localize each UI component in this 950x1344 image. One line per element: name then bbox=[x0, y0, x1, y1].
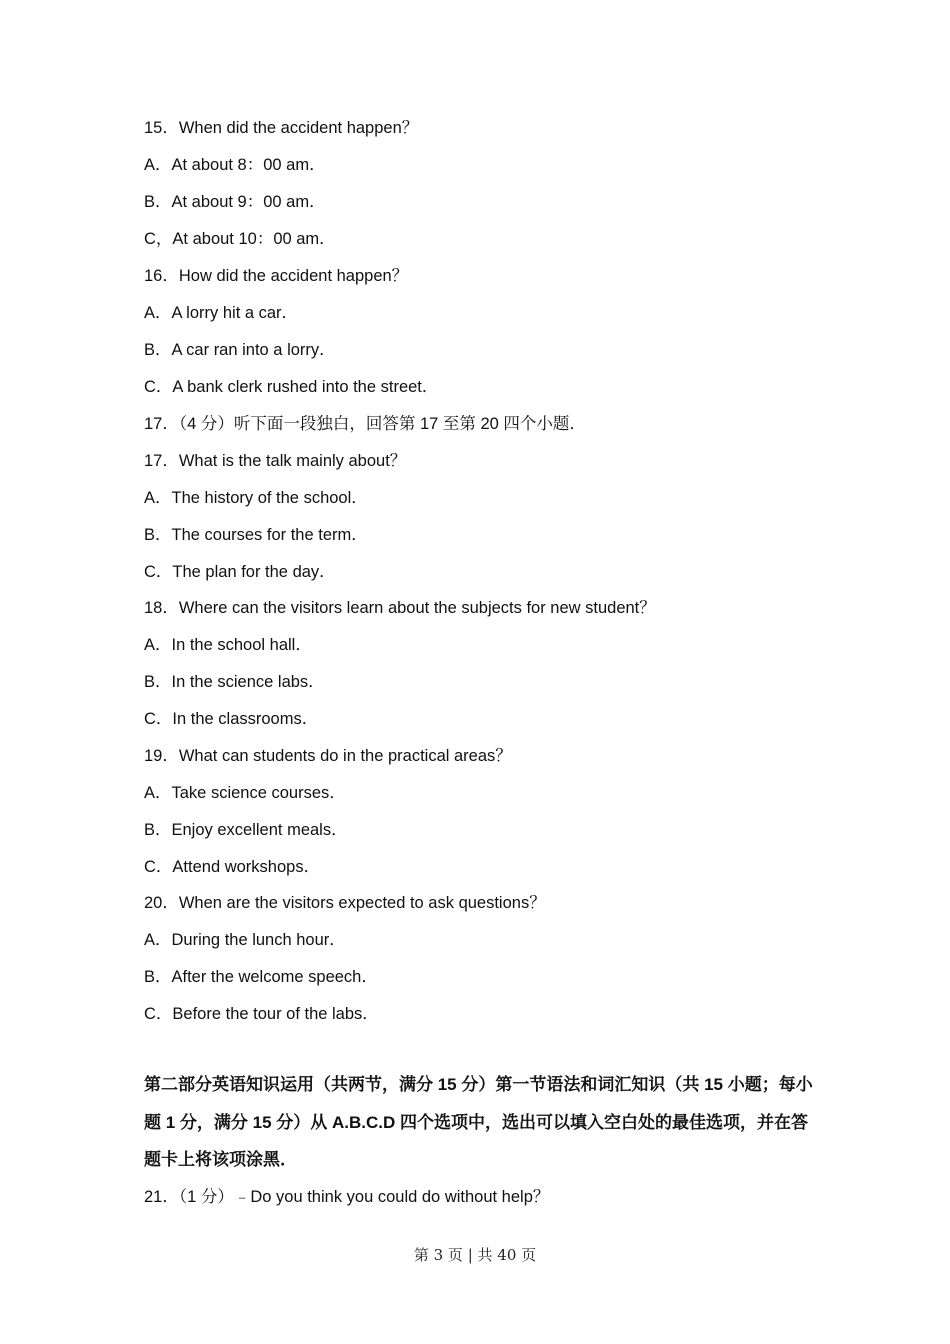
question-16: 16．How did the accident happen？ bbox=[144, 267, 409, 285]
option-18-b: B．In the science labs． bbox=[144, 673, 325, 691]
option-15-a: A．At about 8：00 am． bbox=[144, 156, 326, 174]
question-17: 17．What is the talk mainly about？ bbox=[144, 452, 407, 470]
option-17-b: B．The courses for the term． bbox=[144, 526, 368, 544]
page-footer: 第 3 页 | 共 40 页 bbox=[413, 1246, 537, 1264]
option-16-c: C．A bank clerk rushed into the street． bbox=[144, 378, 439, 396]
option-19-a: A．Take science courses． bbox=[144, 784, 346, 802]
option-19-b: B．Enjoy excellent meals． bbox=[144, 821, 348, 839]
option-20-a: A．During the lunch hour． bbox=[144, 931, 346, 949]
option-15-c: C，At about 10：00 am． bbox=[144, 230, 336, 248]
option-17-a: A．The history of the school． bbox=[144, 489, 368, 507]
question-18: 18．Where can the visitors learn about the subjects for new student？ bbox=[144, 599, 656, 617]
question-19: 19．What can students do in the practical areas？ bbox=[144, 747, 512, 765]
option-20-b: B．After the welcome speech． bbox=[144, 968, 378, 986]
question-20: 20．When are the visitors expected to ask questions？ bbox=[144, 894, 546, 912]
option-18-a: A．In the school hall． bbox=[144, 636, 312, 654]
option-19-c: C．Attend workshops． bbox=[144, 858, 321, 876]
section-heading: 第二部分英语知识运用（共两节，满分 15 分）第一节语法和词汇知识（共 15 小题；每小题 1 分，满分 15 分）从 A.B.C.D 四个选项中，选出可以填入空白处的最佳选项，并在答题卡上将该项涂黑． bbox=[144, 1075, 813, 1169]
option-17-c: C．The plan for the day． bbox=[144, 563, 336, 581]
option-16-b: B．A car ran into a lorry． bbox=[144, 341, 336, 359]
option-16-a: A．A lorry hit a car． bbox=[144, 304, 299, 322]
question-21: 21．（1 分）﹣Do you think you could do without help？ bbox=[144, 1188, 550, 1206]
option-20-c: C．Before the tour of the labs． bbox=[144, 1005, 379, 1023]
question-15: 15．When did the accident happen？ bbox=[144, 119, 419, 137]
option-15-b: B．At about 9：00 am． bbox=[144, 193, 326, 211]
option-18-c: C．In the classrooms． bbox=[144, 710, 319, 728]
instruction-17-20: 17．（4 分）听下面一段独白，回答第 17 至第 20 四个小题． bbox=[144, 415, 586, 433]
